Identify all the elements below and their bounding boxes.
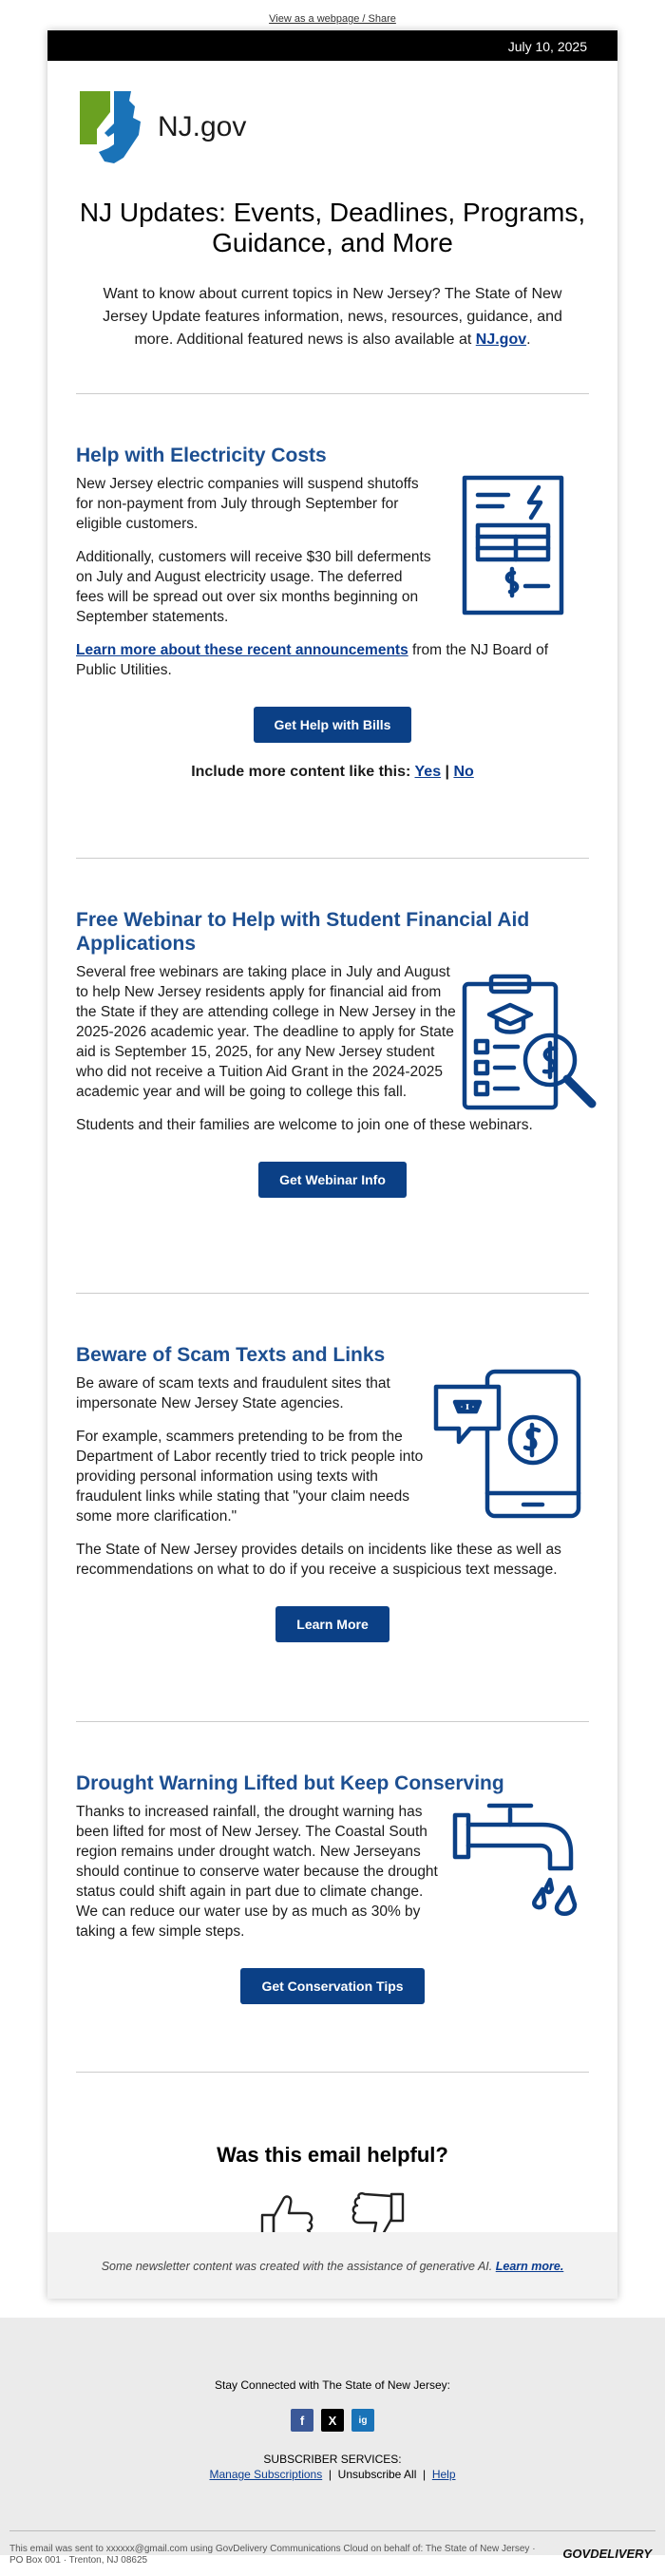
ai-disclaimer (48, 2232, 618, 2299)
ai-learn-more-link[interactable]: Learn more. (495, 2260, 564, 2273)
section-title-scam: Beware of Scam Texts and Links (76, 1344, 386, 1366)
ai-disclaimer-text: Some newsletter content was created with the assistance of generative AI. (101, 2260, 496, 2273)
drought-paragraph-1: Thanks to increased rainfall, the drought warning has been lifted for most of New Jersey. The Coastal South region remains under drought watch. New Jerseyans should continue to conserve water because the drought status could shift again in part due to climate change. We can reduce our water use by as much as 30% by taking a few simple steps. (76, 1804, 438, 1940)
help-link[interactable]: Help (431, 2468, 456, 2481)
facebook-icon[interactable]: f (291, 2409, 314, 2432)
section-webinar (48, 859, 618, 1293)
subscriber-services-label: SUBSCRIBER SERVICES: (263, 2453, 402, 2466)
legal-line-2: PO Box 001 · Trenton, NJ 08625 (10, 2555, 148, 2566)
more-content-separator: | (441, 764, 454, 780)
feedback-question: Was this email helpful? (217, 2143, 448, 2167)
electric-bill-icon (461, 474, 565, 616)
legal-line-1: This email was sent to xxxxxx@gmail.com using GovDelivery Communications Cloud on behalf of: The State of New Jersey · (10, 2544, 536, 2554)
instagram-icon[interactable]: ig (352, 2409, 374, 2432)
footer (0, 2318, 665, 2555)
scam-paragraph-1: Be aware of scam texts and fraudulent sites that impersonate New Jersey State agencies. (76, 1375, 390, 1411)
electricity-paragraph-1: New Jersey electric companies will suspend shutoffs for non-payment from July through September for eligible customers. (76, 476, 419, 532)
nj-gov-link[interactable]: NJ.gov (475, 331, 527, 348)
feedback-section (48, 2073, 618, 2244)
footer-separator: | (416, 2468, 432, 2481)
section-scam (48, 1294, 618, 1721)
section-title-drought: Drought Warning Lifted but Keep Conserving (76, 1772, 504, 1794)
hero-intro-text: Want to know about current topics in New Jersey? The State of New Jersey Update features information, news, resources, guidance, and more. Additional featured news is also available at (103, 286, 562, 348)
govdelivery-logo[interactable]: GOVDELIVERY (562, 2547, 652, 2561)
get-conservation-tips-button[interactable]: Get Conservation Tips (240, 1968, 424, 2004)
webinar-paragraph-2: Students and their families are welcome to join one of these webinars. (76, 1117, 533, 1133)
unsubscribe-all-link[interactable]: Unsubscribe All (337, 2468, 417, 2481)
view-as-webpage-link[interactable]: View as a webpage / Share (269, 13, 396, 25)
button-row (76, 707, 589, 743)
section-title-webinar: Free Webinar to Help with Student Financial Aid Applications (76, 909, 530, 955)
legal-text (10, 2544, 542, 2567)
electricity-link-suffix: from the NJ Board of Public Utilities. (76, 642, 549, 678)
stay-connected-label: Stay Connected with The State of New Jersey: (215, 2378, 450, 2392)
more-content-feedback (76, 764, 589, 781)
manage-subscriptions-link[interactable]: Manage Subscriptions (209, 2468, 323, 2481)
scam-paragraph-3: The State of New Jersey provides details on incidents like these as well as recommendations on what to do if you receive a suspicious text message. (76, 1542, 561, 1578)
bpu-announcements-link[interactable]: Learn more about these recent announcements (76, 642, 408, 658)
button-row (76, 1162, 589, 1198)
get-webinar-info-button[interactable]: Get Webinar Info (258, 1162, 407, 1198)
scam-text-phone-icon (432, 1368, 584, 1520)
electricity-paragraph-2: Additionally, customers will receive $30 bill deferments on July and August electricity usage. The deferred fees will be spread out over six months beginning on September statements. (76, 549, 431, 625)
date-label: July 10, 2025 (507, 39, 587, 54)
electricity-paragraph-3 (76, 640, 589, 680)
financial-aid-clipboard-icon (461, 973, 603, 1115)
learn-more-button[interactable]: Learn More (276, 1606, 389, 1642)
nj-state-logo-icon (76, 89, 150, 165)
water-faucet-icon (451, 1789, 594, 1931)
footer-separator: | (322, 2468, 338, 2481)
scam-paragraph-2: For example, scammers pretending to be from the Department of Labor recently tried to trick people into providing personal information using texts with fraudulent links while stating that "your claim needs some more clarification." (76, 1429, 424, 1525)
hero-intro-end: . (526, 331, 531, 348)
get-help-with-bills-button[interactable]: Get Help with Bills (254, 707, 412, 743)
button-row (76, 1968, 589, 2004)
page-title: NJ Updates: Events, Deadlines, Programs, Guidance, and More (79, 198, 586, 257)
more-content-no-link[interactable]: No (453, 764, 474, 780)
date-bar (48, 30, 618, 61)
x-twitter-icon[interactable]: X (321, 2409, 344, 2432)
section-drought (48, 1722, 618, 2072)
more-content-prompt: Include more content like this: (191, 764, 415, 780)
section-electricity (48, 394, 618, 858)
section-title-electricity: Help with Electricity Costs (76, 445, 327, 466)
email-card (48, 30, 618, 2299)
top-bar (0, 0, 665, 30)
logo-text: NJ.gov (158, 111, 247, 142)
legal-divider (10, 2530, 656, 2531)
nj-logo[interactable] (48, 61, 618, 165)
hero-intro (86, 283, 580, 351)
webinar-paragraph-1: Several free webinars are taking place in July and August to help New Jersey residents apply for financial aid from the State if they are attending college in New Jersey in the 2025-2026 academic year. The deadline to apply for State aid is September 15, 2025, for any New Jersey student who did not receive a Tuition Aid Grant in the 2024-2025 academic year and will be going to college this fall. (76, 964, 456, 1100)
social-links (0, 2409, 665, 2432)
subscriber-links (0, 2468, 665, 2481)
button-row (76, 1606, 589, 1642)
more-content-yes-link[interactable]: Yes (414, 764, 442, 780)
